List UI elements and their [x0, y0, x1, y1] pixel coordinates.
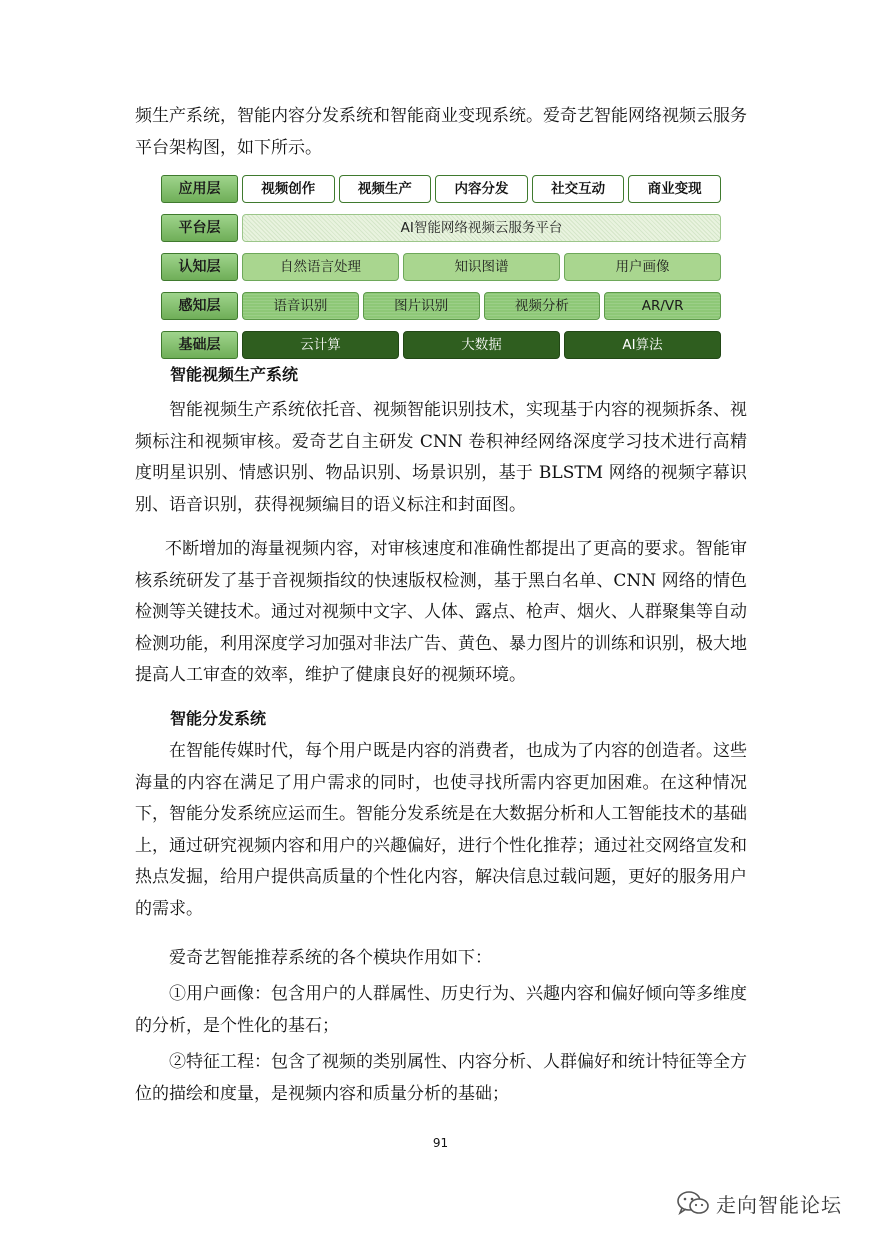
- layer-item: 自然语言处理: [242, 253, 399, 281]
- layer-item: AI智能网络视频云服务平台: [242, 214, 721, 242]
- section-heading: 智能视频生产系统: [170, 365, 299, 384]
- layer-item: 用户画像: [564, 253, 721, 281]
- layer-label: 平台层: [161, 214, 238, 242]
- layer-item: 视频分析: [484, 292, 601, 320]
- layer-label: 基础层: [161, 331, 238, 359]
- layer-item: 视频生产: [339, 175, 432, 203]
- layer-label: 感知层: [161, 292, 238, 320]
- watermark-text: 走向智能论坛: [716, 1192, 842, 1217]
- section-heading: 智能分发系统: [170, 709, 267, 728]
- layer-row-foundation: [161, 331, 721, 359]
- layer-item: 内容分发: [435, 175, 528, 203]
- intro-paragraph: 频生产系统，智能内容分发系统和智能商业变现系统。爱奇艺智能网络视频云服务平台架构图，如下所示。: [135, 106, 747, 158]
- layer-item: 社交互动: [532, 175, 625, 203]
- body-paragraph: ①用户画像：包含用户的人群属性、历史行为、兴趣内容和偏好倾向等多维度的分析，是个性化的基石；: [135, 984, 747, 1036]
- layer-row-perception: [161, 292, 721, 320]
- body-paragraph: 智能视频生产系统依托音、视频智能识别技术，实现基于内容的视频拆条、视频标注和视频审核。爱奇艺自主研发 CNN 卷积神经网络深度学习技术进行高精度明星识别、情感识别、物品识别、场景识别，基于 BLSTM 网络的视频字幕识别、语音识别，获得视频编目的语义标注和封面图。: [135, 400, 747, 515]
- layer-row-application: [161, 175, 721, 203]
- layer-item: 图片识别: [363, 292, 480, 320]
- layer-item: 商业变现: [628, 175, 721, 203]
- body-paragraph: ②特征工程：包含了视频的类别属性、内容分析、人群偏好和统计特征等全方位的描绘和度量，是视频内容和质量分析的基础；: [135, 1052, 747, 1104]
- layer-row-platform: [161, 214, 721, 242]
- layer-item: 大数据: [403, 331, 560, 359]
- layer-item: 知识图谱: [403, 253, 560, 281]
- layer-item: 云计算: [242, 331, 399, 359]
- body-paragraph: 不断增加的海量视频内容，对审核速度和准确性都提出了更高的要求。智能审核系统研发了基于音视频指纹的快速版权检测，基于黑白名单、CNN 网络的情色检测等关键技术。通过对视频中文字、人体、露点、枪声、烟火、人群聚集等自动检测功能，利用深度学习加强对非法广告、黄色、暴力图片的训练和识别，极大地提高人工审查的效率，维护了健康良好的视频环境。: [135, 539, 747, 685]
- wechat-icon: [676, 1190, 710, 1216]
- layer-row-cognition: [161, 253, 721, 281]
- layer-item: 语音识别: [242, 292, 359, 320]
- watermark: [676, 1188, 842, 1218]
- layer-item: 视频创作: [242, 175, 335, 203]
- body-paragraph: 在智能传媒时代，每个用户既是内容的消费者，也成为了内容的创造者。这些海量的内容在满足了用户需求的同时，也使寻找所需内容更加困难。在这种情况下，智能分发系统应运而生。智能分发系统是在大数据分析和人工智能技术的基础上，通过研究视频内容和用户的兴趣偏好，进行个性化推荐；通过社交网络宣发和热点发掘，给用户提供高质量的个性化内容，解决信息过载问题，更好的服务用户的需求。: [135, 741, 747, 919]
- body-paragraph: 爱奇艺智能推荐系统的各个模块作用如下：: [169, 948, 492, 968]
- layer-item: AI算法: [564, 331, 721, 359]
- layer-item: AR/VR: [604, 292, 721, 320]
- layer-label: 应用层: [161, 175, 238, 203]
- layer-label: 认知层: [161, 253, 238, 281]
- page-number: 91: [432, 1136, 449, 1150]
- architecture-diagram: [161, 175, 721, 359]
